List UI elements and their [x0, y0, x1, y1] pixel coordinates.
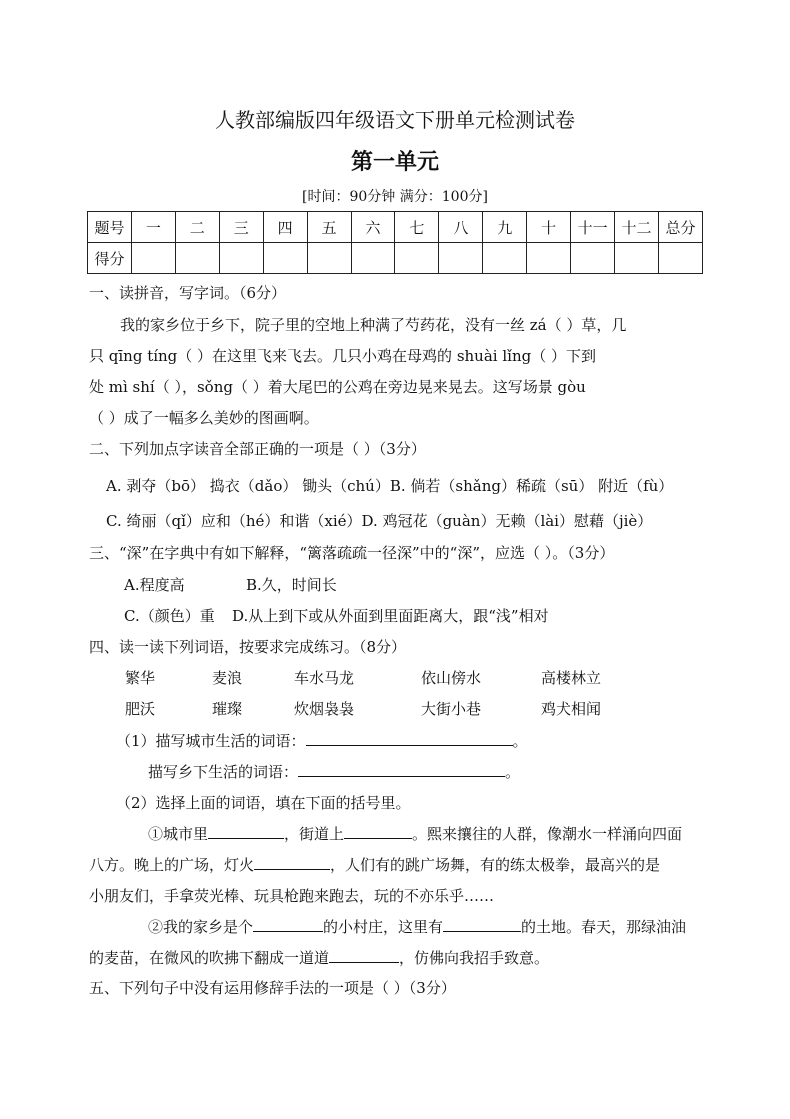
score-cell[interactable] [658, 243, 702, 274]
table-cell: 十一 [571, 212, 615, 243]
q2-heading: 二、下列加点字读音全部正确的一项是（ ）（3分） [89, 440, 426, 458]
q1-heading: 一、读拼音，写字词。（6分） [89, 284, 287, 302]
word-item: 大街小巷 [421, 700, 482, 718]
q4-part2-heading: （2）选择上面的词语，填在下面的括号里。 [116, 794, 411, 812]
table-cell: 三 [219, 212, 263, 243]
q1-line: （ ）成了一幅多么美妙的图画啊。 [89, 409, 319, 427]
table-cell: 五 [307, 212, 351, 243]
table-cell: 九 [483, 212, 527, 243]
table-cell: 六 [351, 212, 395, 243]
answer-blank[interactable] [443, 917, 521, 932]
table-cell: 十 [527, 212, 571, 243]
word-item: 车水马龙 [294, 669, 355, 687]
q3-option-b: B.久，时间长 [246, 576, 337, 594]
q4-sentence-line [89, 854, 660, 875]
exam-title: 人教部编版四年级语文下册单元检测试卷 [215, 108, 575, 132]
q4-prompt: （1）描写城市生活的词语： [116, 732, 306, 750]
answer-blank[interactable] [306, 731, 513, 746]
score-cell[interactable] [131, 243, 175, 274]
score-table-header-row [88, 212, 703, 243]
score-table [87, 211, 703, 274]
score-cell[interactable] [263, 243, 307, 274]
q1-line: 我的家乡位于乡下，院子里的空地上种满了芍药花，没有一丝 zá（ ）草，几 [120, 316, 627, 334]
sentence-text: 的麦苗，在微风的吹拂下翻成一道道 [89, 949, 330, 967]
sentence-text: ，街道上 [284, 825, 345, 843]
sentence-text: 八方。晚上的广场，灯火 [89, 856, 255, 874]
q4-sentence-line [148, 823, 682, 844]
answer-blank[interactable] [254, 855, 330, 870]
q3-option-c: C.（颜色）重 [124, 607, 215, 625]
word-item: 炊烟袅袅 [294, 700, 355, 718]
q4-sentence-line [89, 947, 549, 968]
sentence-text: 。熙来攘往的人群，像潮水一样涌向四面 [412, 825, 683, 843]
sentence-text: ，人们有的跳广场舞，有的练太极拳，最高兴的是 [330, 856, 661, 874]
sentence-text: 的小村庄，这里有 [323, 918, 444, 936]
score-cell[interactable] [351, 243, 395, 274]
q4-part1-city [116, 730, 528, 751]
score-cell[interactable] [571, 243, 615, 274]
table-cell: 八 [439, 212, 483, 243]
q4-prompt: 描写乡下生活的词语： [148, 763, 299, 781]
q1-line: 处 mì shí（ ），sǒng（ ）着大尾巴的公鸡在旁边晃来晃去。这写场景 gòu [89, 378, 586, 396]
table-cell: 一 [131, 212, 175, 243]
q3-option-a: A.程度高 [124, 576, 185, 594]
period: 。 [512, 732, 528, 750]
answer-blank[interactable] [208, 824, 284, 839]
word-item: 依山傍水 [421, 669, 482, 687]
sentence-text: 的土地。春天，那绿油油 [521, 918, 687, 936]
table-cell: 总分 [658, 212, 702, 243]
q4-heading: 四、读一读下列词语，按要求完成练习。（8分） [89, 638, 407, 656]
q2-option-line: A. 剥夺（bō） 捣衣（dǎo） 锄头（chú）B. 倘若（shǎng）稀疏（sū） 附近（fù） [106, 477, 674, 495]
score-cell[interactable] [307, 243, 351, 274]
word-item: 麦浪 [212, 669, 243, 687]
table-cell: 十二 [615, 212, 659, 243]
score-table-score-row [88, 243, 703, 274]
q3-option-d: D.从上到下或从外面到里面距离大，跟“浅”相对 [232, 607, 549, 625]
q1-line: 只 qīng tíng（ ）在这里飞来飞去。几只小鸡在母鸡的 shuài lǐng（ ）下到 [89, 347, 596, 365]
q4-sentence-line [148, 916, 686, 937]
score-cell[interactable] [615, 243, 659, 274]
q4-part1-village [148, 761, 520, 782]
score-cell[interactable] [527, 243, 571, 274]
table-cell: 得分 [88, 243, 132, 274]
unit-title: 第一单元 [350, 149, 439, 175]
score-cell[interactable] [439, 243, 483, 274]
answer-blank[interactable] [253, 917, 323, 932]
answer-blank[interactable] [329, 948, 399, 963]
score-cell[interactable] [395, 243, 439, 274]
sentence-text: ①城市里 [148, 825, 209, 843]
score-cell[interactable] [219, 243, 263, 274]
table-cell: 二 [175, 212, 219, 243]
q5-heading: 五、下列句子中没有运用修辞手法的一项是（ ）（3分） [89, 979, 456, 997]
q2-option-line: C. 绮丽（qǐ）应和（hé）和谐（xié）D. 鸡冠花（guàn）无赖（lài）慰藉（jiè） [106, 512, 653, 530]
time-score-info: [时间：90分钟 满分：100分] [302, 189, 488, 205]
q4-sentence-line: 小朋友们，手拿荧光棒、玩具枪跑来跑去，玩的不亦乐乎…… [89, 887, 495, 905]
score-cell[interactable] [483, 243, 527, 274]
word-item: 肥沃 [125, 700, 156, 718]
table-cell: 题号 [88, 212, 132, 243]
score-cell[interactable] [175, 243, 219, 274]
answer-blank[interactable] [298, 762, 505, 777]
sentence-text: ，仿佛向我招手致意。 [399, 949, 550, 967]
table-cell: 七 [395, 212, 439, 243]
word-item: 高楼林立 [541, 669, 602, 687]
sentence-text: ②我的家乡是个 [148, 918, 254, 936]
word-item: 鸡犬相闻 [541, 700, 602, 718]
answer-blank[interactable] [344, 824, 412, 839]
period: 。 [505, 763, 521, 781]
table-cell: 四 [263, 212, 307, 243]
word-item: 璀璨 [212, 700, 243, 718]
word-item: 繁华 [125, 669, 156, 687]
q3-heading: 三、“深”在字典中有如下解释，“篱落疏疏一径深”中的“深”，应选（ ）。（3分） [89, 544, 615, 562]
